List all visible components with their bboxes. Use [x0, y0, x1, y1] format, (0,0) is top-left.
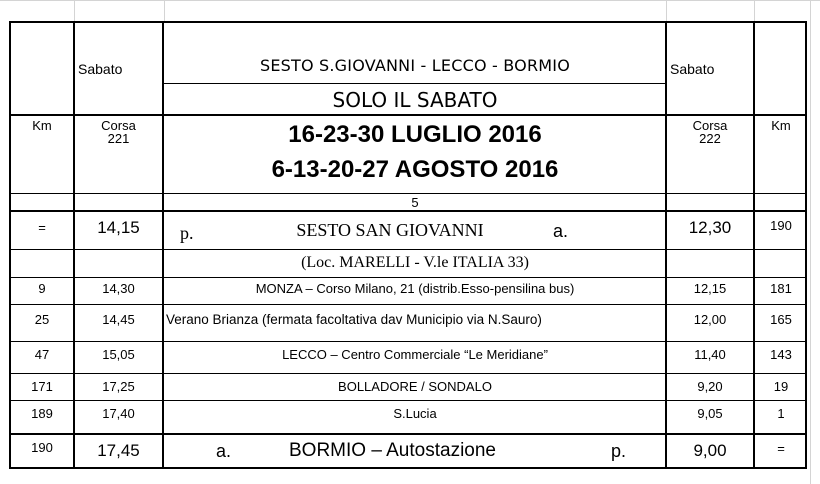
- row-divider: [9, 433, 807, 435]
- km-back: 165: [770, 312, 792, 327]
- corsa-number-left: 221: [107, 131, 130, 146]
- km-out: 47: [34, 347, 50, 362]
- departure-mark: p.: [180, 223, 194, 243]
- time-back: 12,30: [688, 218, 732, 237]
- grid-line: [74, 0, 75, 22]
- arrival-mark: a.: [553, 221, 569, 241]
- schedule-note: SOLO IL SABATO: [332, 88, 498, 112]
- arrival-mark: a.: [216, 441, 232, 461]
- column-divider: [73, 21, 75, 469]
- departure-mark: p.: [611, 441, 627, 461]
- frequency-code: 5: [411, 195, 419, 210]
- km-back: 143: [770, 347, 792, 362]
- row-divider: [9, 373, 807, 374]
- km-out: 189: [31, 406, 53, 421]
- time-out: 17,40: [102, 406, 135, 421]
- row-divider: [9, 210, 807, 212]
- row-divider: [9, 277, 807, 278]
- grid-line: [164, 0, 165, 22]
- km-back: 1: [777, 406, 785, 421]
- grid-line: [0, 0, 820, 1]
- time-back: 12,00: [693, 312, 727, 327]
- km-back: 19: [773, 379, 789, 394]
- dates-august: 6-13-20-27 AGOSTO 2016: [271, 156, 559, 183]
- row-divider: [9, 341, 807, 342]
- stop-name: SESTO SAN GIOVANNI: [296, 220, 484, 240]
- row-divider: [162, 83, 667, 84]
- time-back: 9,00: [693, 441, 727, 460]
- row-divider: [9, 114, 807, 116]
- stop-name: Verano Brianza (fermata facoltativa dav Municipio via N.Sauro): [166, 312, 542, 327]
- corsa-label-left: Corsa: [101, 118, 136, 133]
- time-back: 11,40: [694, 347, 726, 362]
- stop-name: BOLLADORE / SONDALO: [338, 379, 492, 394]
- column-divider: [753, 21, 755, 469]
- row-divider: [9, 304, 807, 305]
- time-out: 14,30: [102, 281, 135, 296]
- km-back: =: [777, 441, 785, 456]
- time-out: 17,45: [97, 441, 140, 460]
- stop-detail: (Loc. MARELLI - V.le ITALIA 33): [301, 254, 529, 271]
- grid-line: [754, 0, 755, 22]
- day-label-right: Sabato: [670, 61, 715, 77]
- stop-name: BORMIO – Autostazione: [289, 440, 496, 461]
- time-out: 15,05: [102, 347, 135, 362]
- stop-name: MONZA – Corso Milano, 21 (distrib.Esso-pensilina bus): [255, 281, 575, 296]
- dates-july: 16-23-30 LUGLIO 2016: [288, 121, 542, 148]
- corsa-number-right: 222: [699, 131, 721, 146]
- km-out: 9: [38, 281, 46, 296]
- time-out: 14,45: [102, 312, 135, 327]
- km-header-left: Km: [32, 118, 52, 133]
- row-divider: [9, 249, 807, 250]
- time-back: 9,20: [697, 379, 723, 394]
- time-back: 9,05: [697, 406, 723, 421]
- time-out: 17,25: [102, 379, 135, 394]
- route-title: SESTO S.GIOVANNI - LECCO - BORMIO: [259, 56, 571, 75]
- km-out: 25: [34, 312, 50, 327]
- stop-name: LECCO – Centro Commerciale “Le Meridiane”: [282, 347, 548, 362]
- time-back: 12,15: [693, 281, 727, 296]
- stop-name: S.Lucia: [393, 406, 437, 421]
- km-out: 171: [31, 379, 53, 394]
- km-out: 190: [31, 440, 53, 455]
- km-out: =: [38, 220, 46, 235]
- time-out: 14,15: [97, 218, 140, 237]
- day-label-left: Sabato: [78, 61, 123, 77]
- corsa-label-right: Corsa: [692, 118, 728, 133]
- grid-line: [666, 0, 667, 22]
- row-divider: [9, 193, 807, 194]
- km-back: 181: [770, 281, 792, 296]
- km-back: 190: [770, 218, 792, 233]
- row-divider: [9, 400, 807, 401]
- grid-line: [810, 0, 811, 484]
- km-header-right: Km: [771, 118, 791, 133]
